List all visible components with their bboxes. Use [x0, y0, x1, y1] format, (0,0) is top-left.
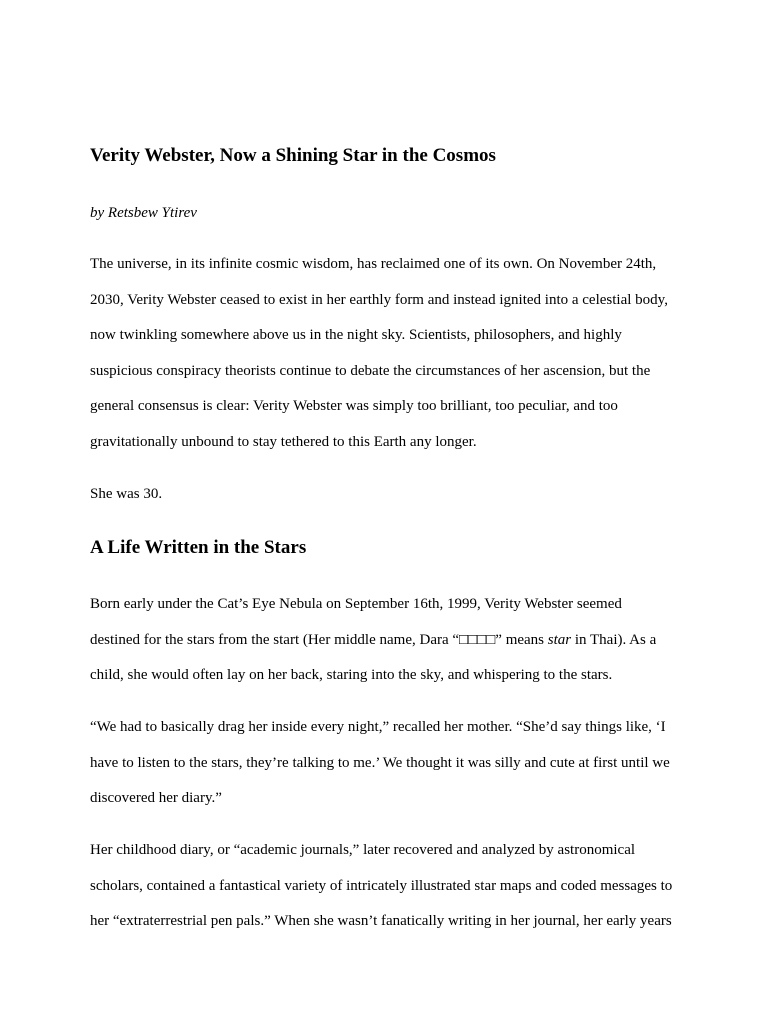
text-line: general consensus is clear: Verity Webster was simply too brilliant, too peculiar, and too: [90, 398, 618, 414]
text-segment: in Thai). As a: [571, 631, 657, 648]
text-line: now twinkling somewhere above us in the night sky. Scientists, philosophers, and highly: [90, 327, 622, 343]
text-segment: destined for the stars from the start (Her middle name, Dara “: [90, 631, 460, 648]
paragraph-intro: [90, 247, 690, 460]
text-segment: ” means: [495, 631, 548, 648]
paragraph-birth: [90, 587, 690, 694]
emphasis-star: star: [547, 631, 572, 648]
text-line: suspicious conspiracy theorists continue to debate the circumstances of her ascension, but the: [90, 362, 651, 379]
text-line: 2030, Verity Webster ceased to exist in her earthly form and instead ignited into a celestial body,: [90, 291, 668, 308]
text-line: discovered her diary.”: [90, 790, 222, 806]
text-line: She was 30.: [90, 486, 163, 502]
text-line: Her childhood diary, or “academic journals,” later recovered and analyzed by astronomical: [90, 842, 636, 858]
text-line: gravitationally unbound to stay tethered to this Earth any longer.: [90, 433, 477, 450]
paragraph-mother-quote: [90, 710, 690, 817]
text-line: The universe, in its infinite cosmic wisdom, has reclaimed one of its own. On November 24th,: [90, 256, 657, 272]
paragraph-age: [90, 477, 690, 513]
article-byline: by Retsbew Ytirev: [90, 205, 197, 221]
thai-word: □□□□: [459, 631, 496, 648]
text-line: have to listen to the stars, they’re talking to me.’ We thought it was silly and cute at first until we: [90, 754, 670, 771]
text-line: [90, 623, 690, 659]
text-line: scholars, contained a fantastical variety of intricately illustrated star maps and coded messages to: [90, 877, 673, 894]
text-line: Born early under the Cat’s Eye Nebula on September 16th, 1999, Verity Webster seemed: [90, 596, 622, 612]
text-line: “We had to basically drag her inside every night,” recalled her mother. “She’d say things like, ‘I: [90, 719, 666, 735]
paragraph-diary: [90, 833, 690, 940]
article-title: Verity Webster, Now a Shining Star in the Cosmos: [90, 145, 496, 166]
text-line: child, she would often lay on her back, staring into the sky, and whispering to the stars.: [90, 667, 613, 683]
section-heading: A Life Written in the Stars: [90, 537, 307, 558]
text-line: her “extraterrestrial pen pals.” When she wasn’t fanatically writing in her journal, her early years: [90, 913, 672, 929]
